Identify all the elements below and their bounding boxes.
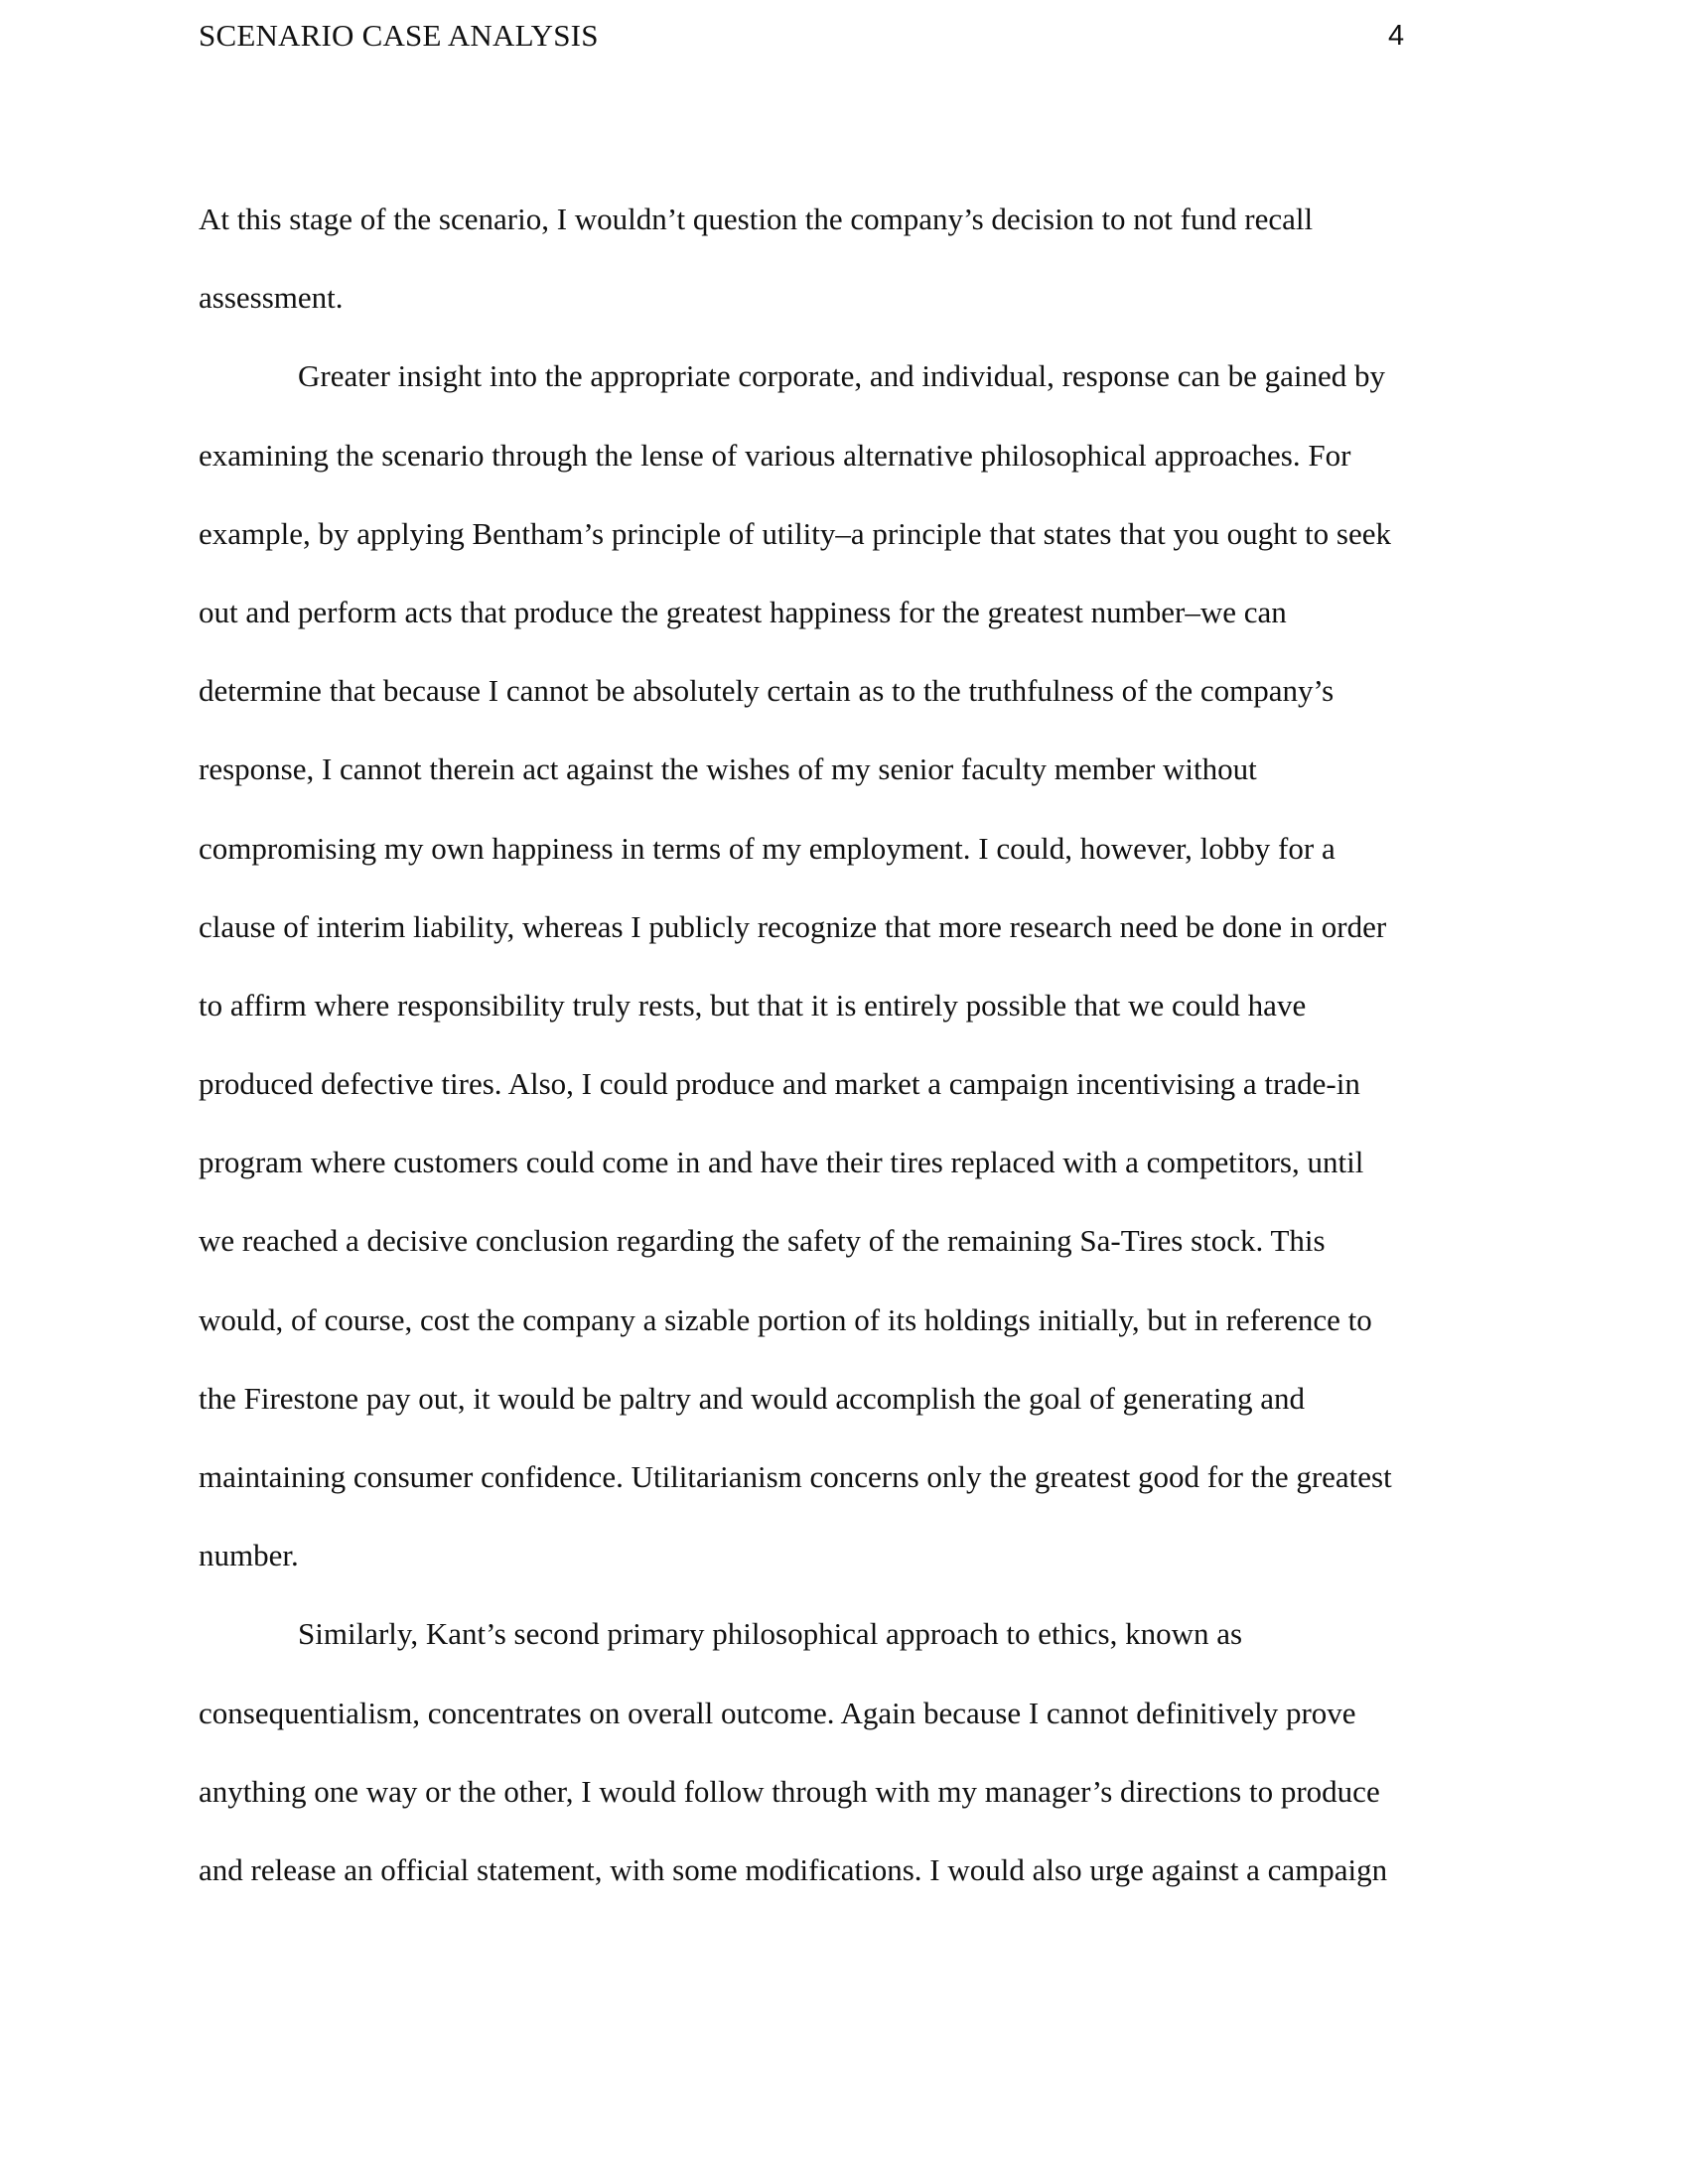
running-head: SCENARIO CASE ANALYSIS bbox=[199, 18, 599, 53]
text-line: Similarly, Kant’s second primary philosophical approach to ethics, known as bbox=[298, 1616, 1243, 1652]
text-line: produced defective tires. Also, I could produce and market a campaign incentivising a trade-in bbox=[199, 1066, 1360, 1102]
text-line: At this stage of the scenario, I wouldn’t question the company’s decision to not fund recall bbox=[199, 202, 1314, 236]
text-line: number. bbox=[199, 1538, 299, 1573]
text-line: example, by applying Bentham’s principle of utility–a principle that states that you ought to seek bbox=[199, 515, 1391, 551]
text-line: examining the scenario through the lense of various alternative philosophical approaches. For bbox=[199, 437, 1351, 473]
text-line: we reached a decisive conclusion regarding the safety of the remaining Sa-Tires stock. This bbox=[199, 1223, 1326, 1259]
text-line: clause of interim liability, whereas I publicly recognize that more research need be done in order bbox=[199, 908, 1387, 944]
text-line: program where customers could come in and have their tires replaced with a competitors, until bbox=[199, 1145, 1364, 1180]
text-line: consequentialism, concentrates on overall outcome. Again because I cannot definitively prove bbox=[199, 1695, 1356, 1730]
text-line: to affirm where responsibility truly rests, but that it is entirely possible that we could have bbox=[199, 987, 1307, 1023]
text-line: would, of course, cost the company a sizable portion of its holdings initially, but in reference to bbox=[199, 1301, 1372, 1337]
text-line: the Firestone pay out, it would be paltry and would accomplish the goal of generating and bbox=[199, 1380, 1306, 1416]
page-number: 4 bbox=[1388, 20, 1405, 52]
text-line: response, I cannot therein act against the wishes of my senior faculty member without bbox=[199, 751, 1257, 787]
text-line: out and perform acts that produce the greatest happiness for the greatest number–we can bbox=[199, 594, 1287, 629]
text-line: and release an official statement, with some modifications. I would also urge against a campaign bbox=[199, 1851, 1388, 1887]
text-line: compromising my own happiness in terms of my employment. I could, however, lobby for a bbox=[199, 830, 1336, 866]
text-line: assessment. bbox=[199, 280, 344, 316]
text-line: maintaining consumer confidence. Utilitarianism concerns only the greatest good for the greatest bbox=[199, 1459, 1392, 1494]
text-line: Greater insight into the appropriate corporate, and individual, response can be gained by bbox=[298, 358, 1385, 394]
body-text bbox=[199, 200, 1489, 1929]
text-line: anything one way or the other, I would follow through with my manager’s directions to produce bbox=[199, 1773, 1380, 1809]
text-line: determine that because I cannot be absolutely certain as to the truthfulness of the company’s bbox=[199, 673, 1335, 709]
